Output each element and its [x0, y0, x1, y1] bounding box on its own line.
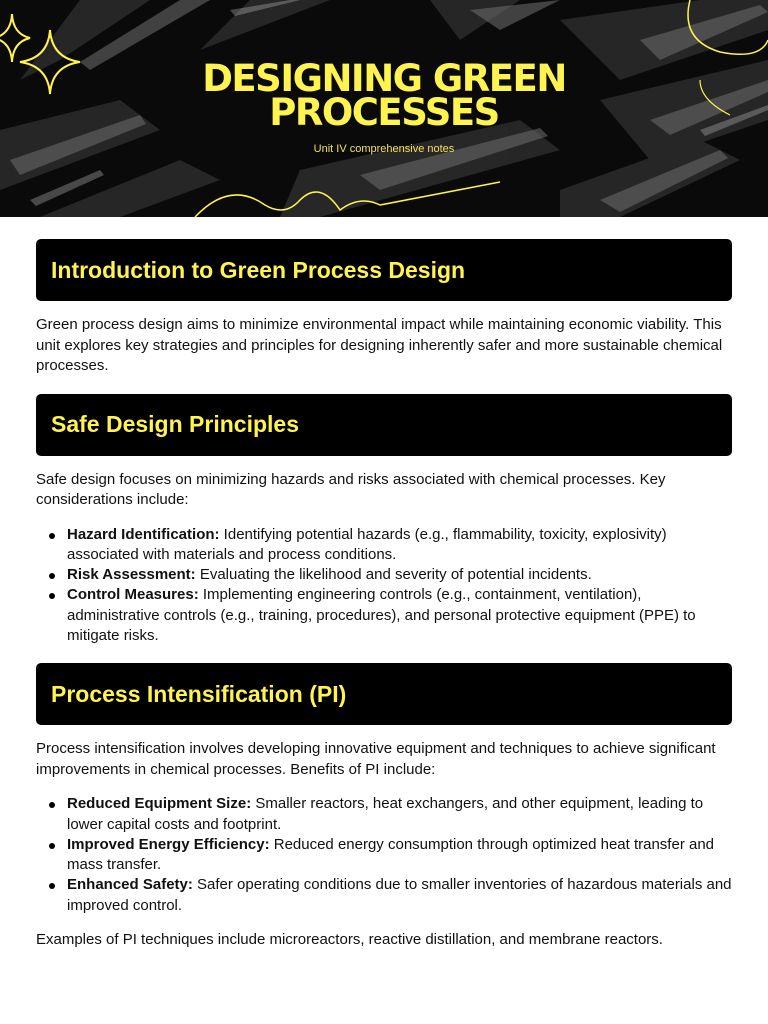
list-item — [67, 794, 732, 835]
page-title: DESIGNING GREEN PROCESSES — [202, 57, 566, 134]
bullet-list — [36, 525, 732, 647]
list-item — [67, 585, 732, 646]
list-item-term: Improved Energy Efficiency: — [67, 835, 270, 853]
section-header — [36, 394, 732, 456]
section-paragraph: Green process design aims to minimize environmental impact while maintaining economic viability. This unit explores key strategies and principles for designing inherently safer and more sustainable chemical processes. — [36, 316, 723, 374]
list-item-term: Risk Assessment: — [67, 566, 196, 584]
list-item — [67, 835, 732, 876]
section-closing-paragraph: Examples of PI techniques include microreactors, reactive distillation, and membrane reactors. — [36, 931, 663, 949]
bullet-list — [36, 794, 732, 916]
section-process-intensification — [36, 663, 732, 950]
section-header — [36, 663, 732, 725]
page-subtitle: Unit IV comprehensive notes — [313, 143, 455, 155]
section-paragraph: Safe design focuses on minimizing hazards and risks associated with chemical processes. Key considerations include: — [36, 470, 666, 508]
list-item — [67, 565, 732, 585]
list-item — [67, 875, 732, 916]
list-item-text: Evaluating the likelihood and severity of potential incidents. — [195, 566, 592, 584]
list-item-term: Control Measures: — [67, 586, 199, 604]
section-header — [36, 239, 732, 301]
list-item-text: Implementing engineering controls (e.g., containment, ventilation), administrative controls (e.g., training, procedures), and personal protective equipment (PPE) to mitigate risks. — [67, 586, 696, 644]
list-item-text: Identifying potential hazards (e.g., flammability, toxicity, explosivity) associated with materials and process conditions. — [67, 525, 667, 563]
hero-banner — [0, 0, 768, 217]
section-heading: Introduction to Green Process Design — [51, 256, 466, 283]
notes-content — [0, 217, 768, 951]
list-item-term: Reduced Equipment Size: — [67, 795, 252, 813]
list-item-text: Reduced energy consumption through optimized heat transfer and mass transfer. — [67, 835, 715, 874]
section-safe-design — [36, 394, 732, 647]
list-item — [67, 525, 732, 566]
section-introduction — [36, 239, 732, 377]
section-heading: Safe Design Principles — [51, 411, 299, 437]
list-item-term: Hazard Identification: — [67, 525, 220, 543]
sparkle-icon — [0, 14, 30, 62]
list-item-term: Enhanced Safety: — [67, 876, 193, 894]
section-heading: Process Intensification (PI) — [51, 680, 347, 707]
section-paragraph: Process intensification involves developing innovative equipment and techniques to achieve significant improvements in chemical processes. Benefits of PI include: — [36, 740, 716, 778]
list-item-text: Smaller reactors, heat exchangers, and other equipment, leading to lower capital costs and footprint. — [67, 795, 704, 833]
list-item-text: Safer operating conditions due to smaller inventories of hazardous materials and improved control. — [67, 876, 732, 914]
